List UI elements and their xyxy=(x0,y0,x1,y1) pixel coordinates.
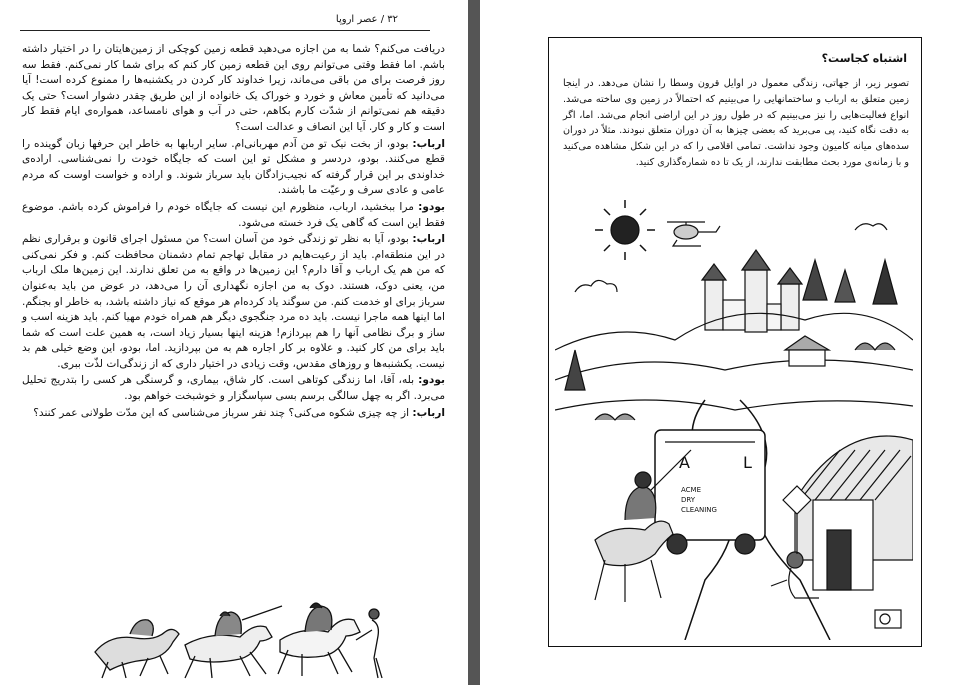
speaker-label: بودو: xyxy=(418,200,445,213)
right-page xyxy=(480,0,965,685)
paragraph xyxy=(22,406,445,422)
speaker-label: ارباب: xyxy=(412,137,445,150)
paragraph xyxy=(22,137,445,199)
book-gutter xyxy=(468,0,480,685)
exercise-box xyxy=(548,37,922,647)
dialogue-text xyxy=(22,42,445,422)
speaker-label: ارباب: xyxy=(412,233,445,246)
paragraph xyxy=(22,373,445,404)
horsemen-frieze-illustration xyxy=(90,590,390,682)
paragraph-text: از چه چیزی شکوه می‌کنی؟ چند نفر سرباز می‌شناسی که این مدّت طولانی عمر کنند؟ xyxy=(33,406,410,419)
medieval-scene-illustration xyxy=(555,200,913,640)
speaker-label: بودو: xyxy=(418,374,445,387)
left-page xyxy=(0,0,468,685)
svg-text:ACME: ACME xyxy=(681,486,702,494)
truck-letter-l: L xyxy=(743,453,752,472)
paragraph xyxy=(22,42,445,136)
header-rule xyxy=(20,30,430,31)
svg-text:DRY: DRY xyxy=(681,496,696,504)
paragraph-text: بودو، آیا به نظر تو زندگی خود من آسان است؟ من مسئول اجرای قانون و برقراری نظم در این منطقه‌ام. باید از رعیت‌هایم در مقابل تهاجم تمام دشمنان محافظت کنم. و فکر نمی‌کنی که من هم یک ارباب و آقا دارم؟ این زمین‌ها در واقع به من تعلق ندارند. این زمین‌ها ملک ارباب من، یعنی دوک، هستند. دوک به من اجازه نگهداری آن را می‌دهد، در عوض من باید به‌عنوان سرباز برای او خدمت کنم. من سوگند یاد کرده‌ام هر موقع که نیاز داشته باشد، به خاطر او بجنگم. اما اینها همه ماجرا نیست. باید ده مرد جنگجوی دیگر هم همراه خودم مهیا کنم. باید هزینه اسب و ساز و برگ نظامی آنها را هم بپردازم! هزینه اینها بسیار زیاد است، به همین علت است که شما باید برای من کار کنید. و علاوه بر کار اجاره هم به من بپردازید. اما، بودو، این وضع خیلی هم بد نیست. یکشنبه‌ها و روزهای مقدس، وقت زیادی در اختیار داری که از زندگی‌ات لذّت ببری. xyxy=(22,233,445,370)
paragraph xyxy=(22,232,445,372)
paragraph-text: بودو، از بخت نیک تو من آدم مهربانی‌ام. سایر اربابها به خاطر این حرفها زبان گوینده را قطع می‌کنند. بودو، دردسر و مشکل تو این است که جایگاه خودت را نمی‌شناسی. اراده‌ی خداوندی بر این قرار گرفته که نجیب‌زادگان باید سرباز شوند. و اراده و خواست اوست که مردم عامی و عادی سرف و رعیّت ما باشند. xyxy=(22,137,445,197)
exercise-title: اشتباه کجاست؟ xyxy=(821,52,907,65)
paragraph xyxy=(22,200,445,231)
page-header: ۳۲ / عصر اروپا xyxy=(335,14,398,25)
truck-letter-a: A xyxy=(679,453,690,472)
paragraph-text: دریافت می‌کنم؟ شما به من اجازه می‌دهید قطعه زمین کوچکی از زمین‌هایتان را در اختیار داشته باشم. اما فقط وقتی می‌توانم روی این قطعه زمین کار کنم که برای شما کار نمی‌کنم. فقط سه روز فرصت برای من باقی می‌ماند، زیرا خداوند کار کردن در یکشنبه‌ها را ممنوع کرده است! آیا می‌دانید که تأمین معاش و خورد و خوراک یک خانواده از این طریق چقدر دشوار است؟ حتی یک دقیقه هم نمی‌توانم از شدّت کارم بکاهم، حتی در آب و هوای نامساعد، همواره‌ی ایام فقط کار است و کار و کار. آیا این انصاف و عدالت است؟ xyxy=(22,43,445,133)
speaker-label: ارباب: xyxy=(412,406,445,419)
svg-text:CLEANING: CLEANING xyxy=(681,506,717,514)
paragraph-text: بله، آقا، اما زندگی کوتاهی است. کار شاق، بیماری، و گرسنگی هر کسی را بتدریج تحلیل می‌برد. اگر به چهل سالگی برسم بسی سپاسگزار و خوشبخت خواهم بود. xyxy=(22,374,445,403)
paragraph-text: مرا ببخشید، ارباب، منظورم این نیست که جایگاه خودم را فراموش کرده باشم. موضوع فقط این است که گاهی یک فرد خسته می‌شود. xyxy=(22,200,445,229)
exercise-text: تصویر زیر، از جهاتی، زندگی معمول در اوایل قرون وسطا را نشان می‌دهد. در اینجا زمین متعلق به ارباب و ساختمانهایی را می‌بینیم که احتمالاً در زمین وی ساخته می‌شد. انواع فعالیت‌هایی را نیز می‌بینیم که در طول روز در این اراضی انجام می‌شد. اما، اگر به دقت نگاه کنید، پی می‌برید که بعضی چیزها به آن دوران متعلق نبودند. مثلاً در دوران سده‌های میانه کامیون وجود نداشت. تمامی اقلامی را که در این شکل مشاهده می‌کنید و با زمانه‌ی مورد بحث مطابقت ندارند، از یک تا ده شماره‌گذاری کنید. xyxy=(563,78,909,168)
